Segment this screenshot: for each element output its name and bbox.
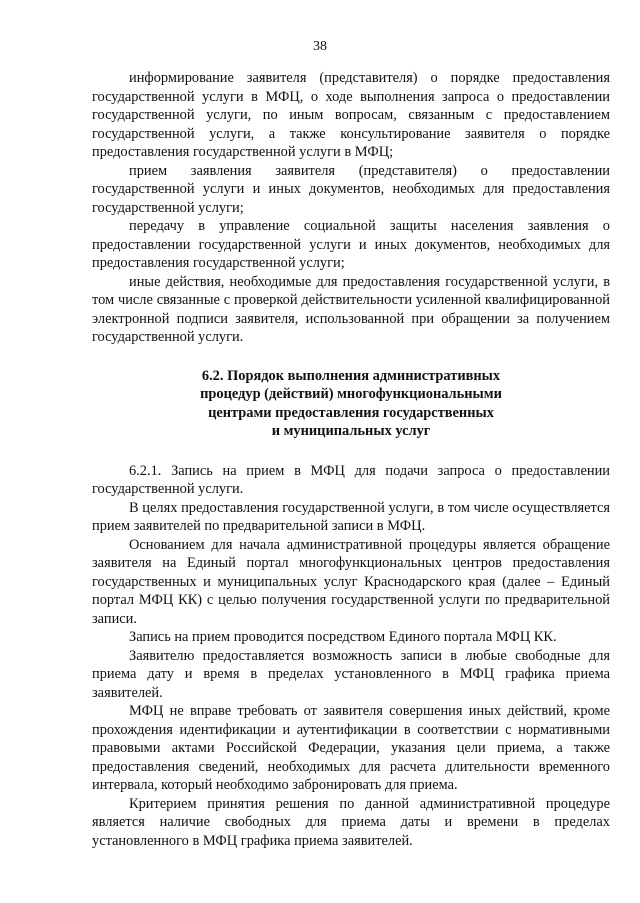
paragraph-other-actions: иные действия, необходимые для предоставления государственной услуги, в том числе связанные с проверкой действительности усиленной квалифицированной электронной подписи заявителя, использованной при обращении за получением государственной услуги.: [92, 273, 610, 345]
paragraph-criterion: Критерием принятия решения по данной административной процедуре является наличие свободных для приема даты и времени в пределах установленного в МФЦ графика приема заявителей.: [92, 795, 610, 849]
paragraph-record-option: Заявителю предоставляется возможность записи в любые свободные для приема дату и время в пределах установленного в МФЦ графика приема заявителей.: [92, 647, 610, 701]
heading-line: процедур (действий) многофункциональными: [200, 386, 502, 402]
page-content: [92, 69, 610, 850]
paragraph-informing: информирование заявителя (представителя) о порядке предоставления государственной услуги в МФЦ, о ходе выполнения запроса о предоставлении государственной услуги, по иным вопросам, связанным с предоставлением государственной услуги, а также консультирование заявителя о порядке предоставления государственной услуги в МФЦ;: [92, 70, 610, 160]
page-number: 38: [313, 39, 327, 54]
paragraph-restrictions: МФЦ не вправе требовать от заявителя совершения иных действий, кроме прохождения идентификации и аутентификации в соответствии с нормативными правовыми актами Российской Федерации, указания цели приема, а также предоставления сведений, необходимых для расчета длительности временного интервала, который необходимо забронировать для приема.: [92, 703, 610, 793]
paragraph-portal-record: Запись на прием проводится посредством Единого портала МФЦ КК.: [129, 629, 557, 645]
heading-line: и муниципальных услуг: [271, 423, 431, 439]
paragraph-transfer: передачу в управление социальной защиты населения заявления о предоставлении государственной услуги и иных документов, необходимых для предоставления государственной услуги;: [92, 218, 610, 271]
paragraph-reception: прием заявления заявителя (представителя) о предоставлении государственной услуги и иных документов, необходимых для предоставления государственной услуги;: [92, 162, 610, 216]
heading-line: центрами предоставления государственных: [208, 404, 494, 421]
paragraph-6-2-1: 6.2.1. Запись на прием в МФЦ для подачи запроса о предоставлении государственной услуги.: [92, 462, 610, 497]
paragraph-preliminary-record: В целях предоставления государственной услуги, в том числе осуществляется прием заявителей по предварительной записи в МФЦ.: [92, 499, 610, 534]
section-heading: [92, 367, 610, 441]
paragraph-basis: Основанием для начала административной процедуры является обращение заявителя на Единый портал многофункциональных центров предоставления государственных и муниципальных услуг Краснодарского края (далее – Единый портал МФЦ КК) с целью получения государственной услуги по предварительной записи.: [92, 536, 610, 627]
heading-line: 6.2. Порядок выполнения административных: [201, 367, 501, 384]
